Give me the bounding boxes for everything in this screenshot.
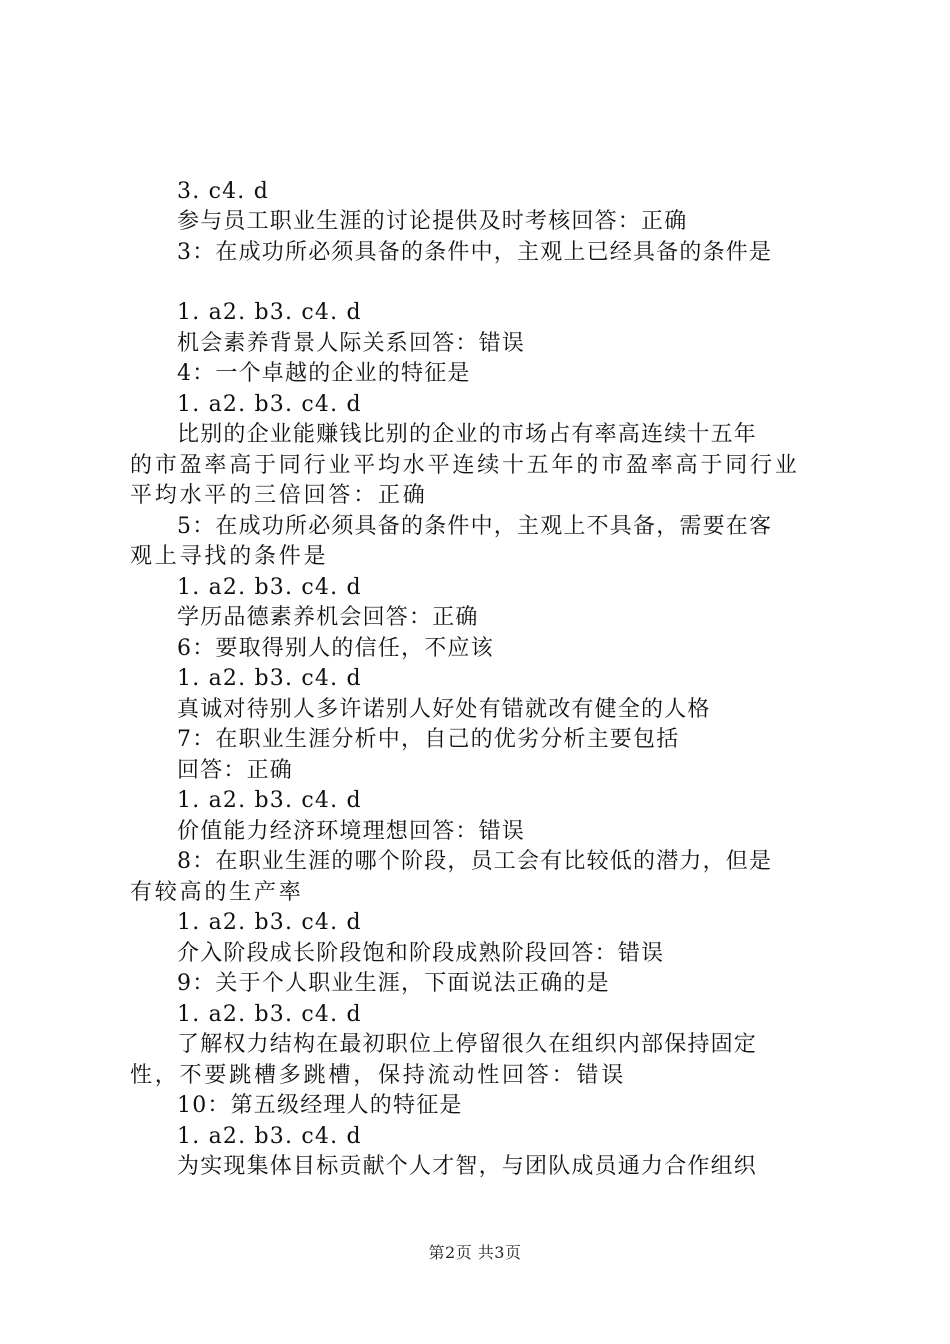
- text-line: 回答：正确: [177, 758, 294, 783]
- text-line: 8：在职业生涯的哪个阶段，员工会有比较低的潜力，但是: [177, 849, 773, 874]
- text-line: 9：关于个人职业生涯，下面说法正确的是: [177, 971, 610, 996]
- page-number-footer: 第2页 共3页: [428, 1243, 522, 1262]
- text-line: 1. a2. b3. c4. d: [177, 788, 362, 813]
- text-line: 介入阶段成长阶段饱和阶段成熟阶段回答：错误: [177, 941, 665, 966]
- text-line: 5：在成功所必须具备的条件中，主观上不具备，需要在客: [177, 514, 773, 539]
- text-line: 参与员工职业生涯的讨论提供及时考核回答：正确: [177, 209, 688, 234]
- text-line: 1. a2. b3. c4. d: [177, 300, 362, 325]
- text-line: 10：第五级经理人的特征是: [177, 1093, 463, 1118]
- text-line: 1. a2. b3. c4. d: [177, 910, 362, 935]
- text-line: 比别的企业能赚钱比别的企业的市场占有率高连续十五年: [177, 422, 758, 447]
- text-line: 的市盈率高于同行业平均水平连续十五年的市盈率高于同行业: [130, 453, 800, 478]
- text-line: 价值能力经济环境理想回答：错误: [177, 819, 526, 844]
- text-line: 1. a2. b3. c4. d: [177, 575, 362, 600]
- text-line: 有较高的生产率: [130, 880, 304, 905]
- text-line: 观上寻找的条件是: [130, 544, 329, 569]
- text-line: 1. a2. b3. c4. d: [177, 1124, 362, 1149]
- text-line: 真诚对待别人多许诺别人好处有错就改有健全的人格: [177, 697, 711, 722]
- text-line: 机会素养背景人际关系回答：错误: [177, 331, 526, 356]
- text-line: 4：一个卓越的企业的特征是: [177, 361, 471, 386]
- text-line: 性，不要跳槽多跳槽，保持流动性回答：错误: [130, 1063, 627, 1088]
- text-line: 1. a2. b3. c4. d: [177, 1002, 362, 1027]
- text-line: 了解权力结构在最初职位上停留很久在组织内部保持固定: [177, 1032, 758, 1057]
- text-line: 1. a2. b3. c4. d: [177, 392, 362, 417]
- text-line: 学历品德素养机会回答：正确: [177, 605, 479, 630]
- text-line: 6：要取得别人的信任，不应该: [177, 636, 494, 661]
- text-line: 为实现集体目标贡献个人才智，与团队成员通力合作组织: [177, 1154, 758, 1179]
- text-line: 1. a2. b3. c4. d: [177, 666, 362, 691]
- text-line: 3. c4. d: [177, 179, 269, 204]
- text-line: 7：在职业生涯分析中，自己的优劣分析主要包括: [177, 727, 680, 752]
- text-line: 平均水平的三倍回答：正确: [130, 483, 428, 508]
- text-line: 3：在成功所必须具备的条件中，主观上已经具备的条件是: [177, 240, 773, 265]
